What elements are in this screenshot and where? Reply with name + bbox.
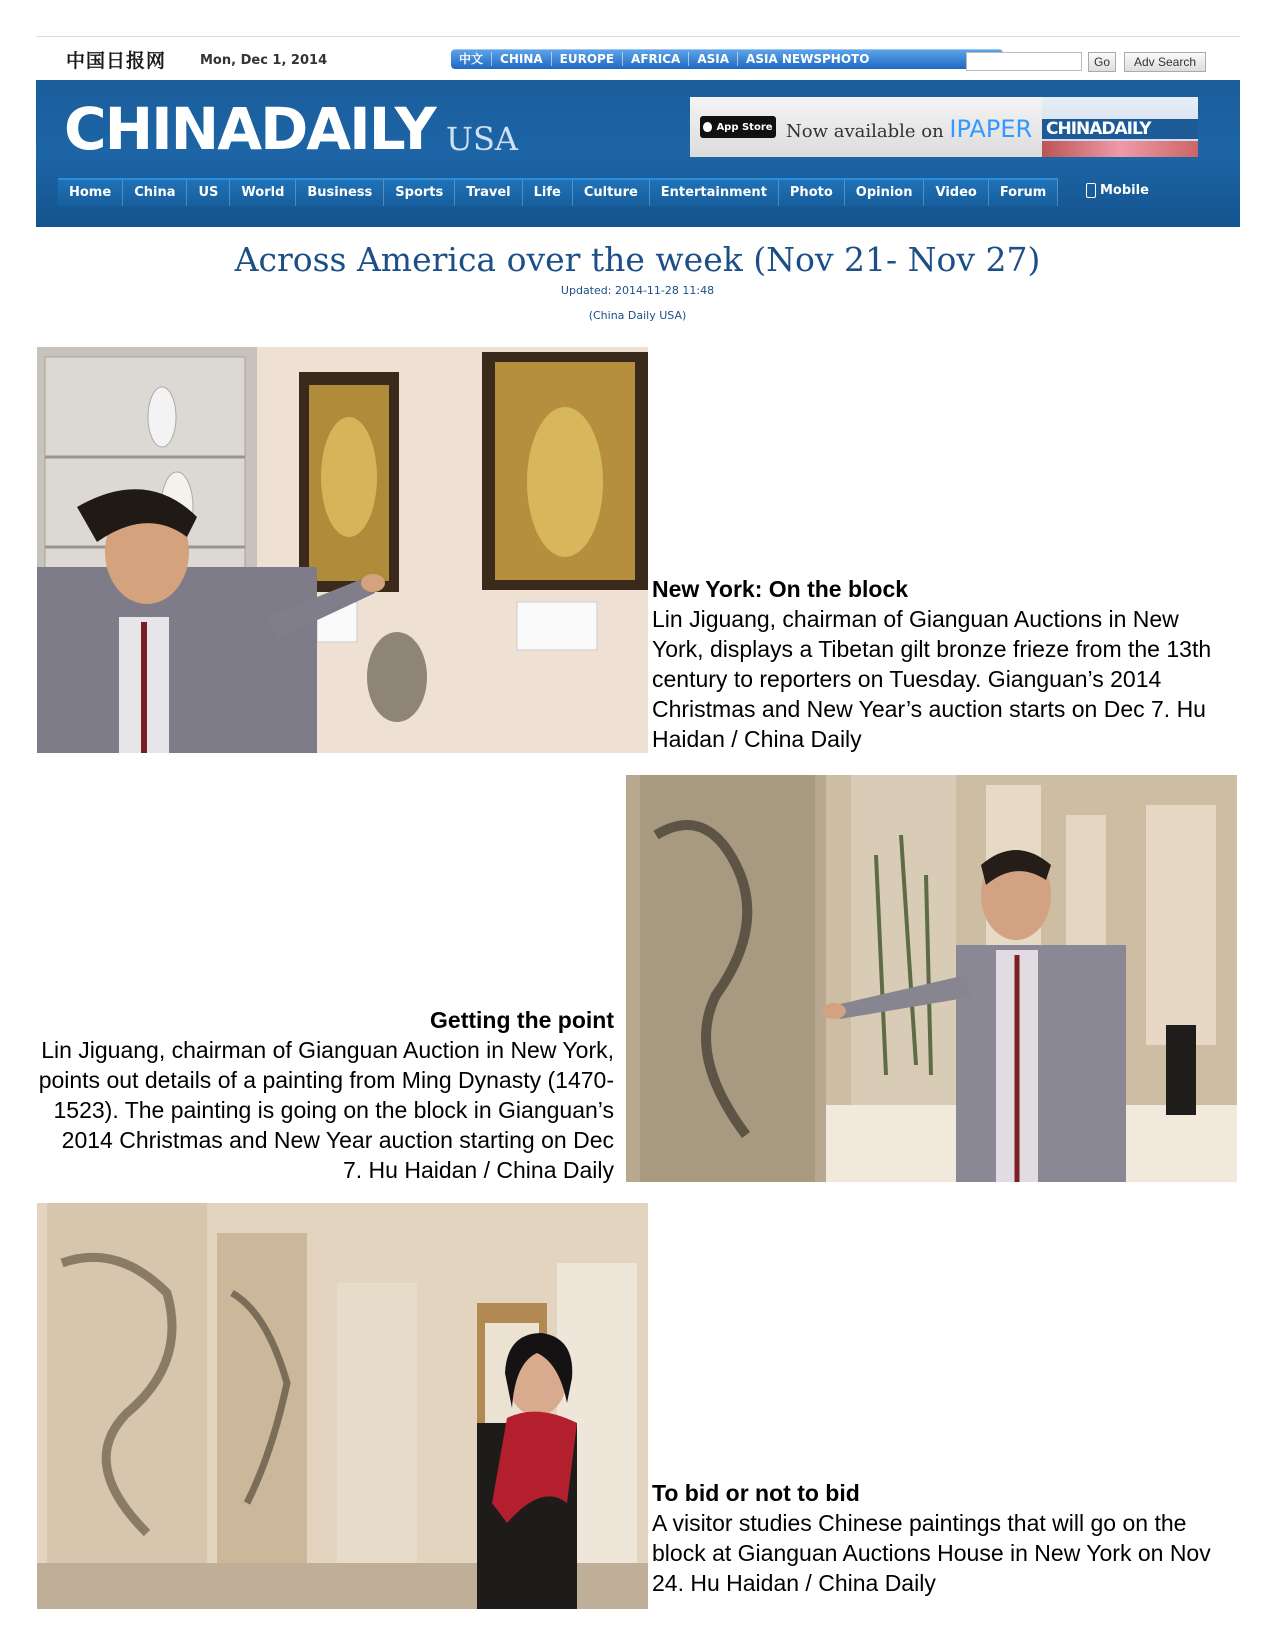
article-updated: Updated: 2014-11-28 11:48 (560, 284, 715, 297)
ipaper-text-prefix: Now available on (786, 121, 950, 142)
nav-sports[interactable]: Sports (384, 178, 455, 206)
nav-photo[interactable]: Photo (779, 178, 845, 206)
app-store-badge[interactable] (700, 116, 776, 138)
nav-travel[interactable]: Travel (455, 178, 522, 206)
apple-icon (703, 122, 712, 132)
nav-us[interactable]: US (187, 178, 230, 206)
photo-visitor (37, 1203, 648, 1609)
edition-link-chinese[interactable]: 中文 (451, 52, 492, 66)
edition-link-africa[interactable]: AFRICA (623, 52, 689, 66)
edition-link-europe[interactable]: EUROPE (552, 52, 623, 66)
adv-search-button[interactable]: Adv Search (1124, 52, 1206, 72)
caption-3 (652, 1478, 1227, 1598)
ipaper-text (786, 115, 1032, 143)
photo-visitor-art (37, 1203, 648, 1609)
nav-business[interactable]: Business (296, 178, 384, 206)
edition-link-asia-newsphoto[interactable]: ASIA NEWSPHOTO (746, 52, 870, 66)
caption-2 (37, 1005, 614, 1185)
nav-home[interactable]: Home (58, 178, 123, 206)
current-date: Mon, Dec 1, 2014 (200, 53, 328, 68)
article-source: (China Daily USA) (588, 309, 687, 322)
photo-gilt-frieze (37, 347, 648, 753)
thumbnail-masthead: CHINADAILY (1046, 119, 1151, 139)
edition-link-china[interactable]: CHINA (492, 52, 552, 66)
mobile-link[interactable] (1086, 183, 1149, 198)
search-input[interactable] (966, 52, 1082, 71)
article-title: Across America over the week (Nov 21- Nov 27) (234, 240, 1041, 279)
brand-logo[interactable]: CHINADAILY (64, 95, 435, 163)
nav-culture[interactable]: Culture (573, 178, 650, 206)
photo-painting-detail (626, 775, 1237, 1182)
caption-2-heading: Getting the point (430, 1007, 614, 1033)
mobile-label: Mobile (1100, 183, 1149, 198)
mobile-phone-icon (1086, 183, 1096, 198)
top-divider (36, 36, 1240, 37)
newspaper-thumbnail (1042, 97, 1198, 157)
thumbnail-photo (1042, 141, 1198, 157)
caption-3-text: A visitor studies Chinese paintings that will go on the block at Gianguan Auctions House in New York on Nov 24. Hu Haidan / China Daily (652, 1510, 1211, 1596)
nav-opinion[interactable]: Opinion (845, 178, 925, 206)
site-logo[interactable]: 中国日报网 (66, 50, 167, 72)
masthead (36, 80, 1240, 227)
edition-link-asia[interactable]: ASIA (689, 52, 738, 66)
app-store-label: App Store (716, 121, 773, 133)
photo-painting-detail-art (626, 775, 1237, 1182)
caption-1-heading: New York: On the block (652, 576, 909, 602)
caption-1-text: Lin Jiguang, chairman of Gianguan Auctions in New York, displays a Tibetan gilt bronze frieze from the 13th century to reporters on Tuesday. Gianguan’s 2014 Christmas and New Year’s auction starts on Dec 7. Hu Haidan / China Daily (652, 606, 1212, 752)
main-nav (58, 178, 1058, 206)
nav-world[interactable]: World (230, 178, 296, 206)
nav-video[interactable]: Video (924, 178, 988, 206)
brand-edition: USA (446, 120, 518, 158)
edition-links (451, 49, 1003, 69)
nav-entertainment[interactable]: Entertainment (650, 178, 779, 206)
nav-life[interactable]: Life (523, 178, 573, 206)
caption-3-heading: To bid or not to bid (652, 1480, 860, 1506)
photo-gilt-frieze-art (37, 347, 648, 753)
caption-2-text: Lin Jiguang, chairman of Gianguan Auction in New York, points out details of a painting from Ming Dynasty (1470-1523). The painting is going on the block in Gianguan’s 2014 Christmas and New Year auction starting on Dec 7. Hu Haidan / China Daily (38, 1037, 614, 1183)
caption-1 (652, 574, 1227, 754)
nav-forum[interactable]: Forum (989, 178, 1059, 206)
top-bar (36, 44, 1240, 80)
go-button[interactable]: Go (1088, 52, 1116, 72)
ipaper-highlight: IPAPER (949, 115, 1033, 143)
nav-china[interactable]: China (123, 178, 187, 206)
ipaper-banner[interactable] (690, 97, 1198, 157)
